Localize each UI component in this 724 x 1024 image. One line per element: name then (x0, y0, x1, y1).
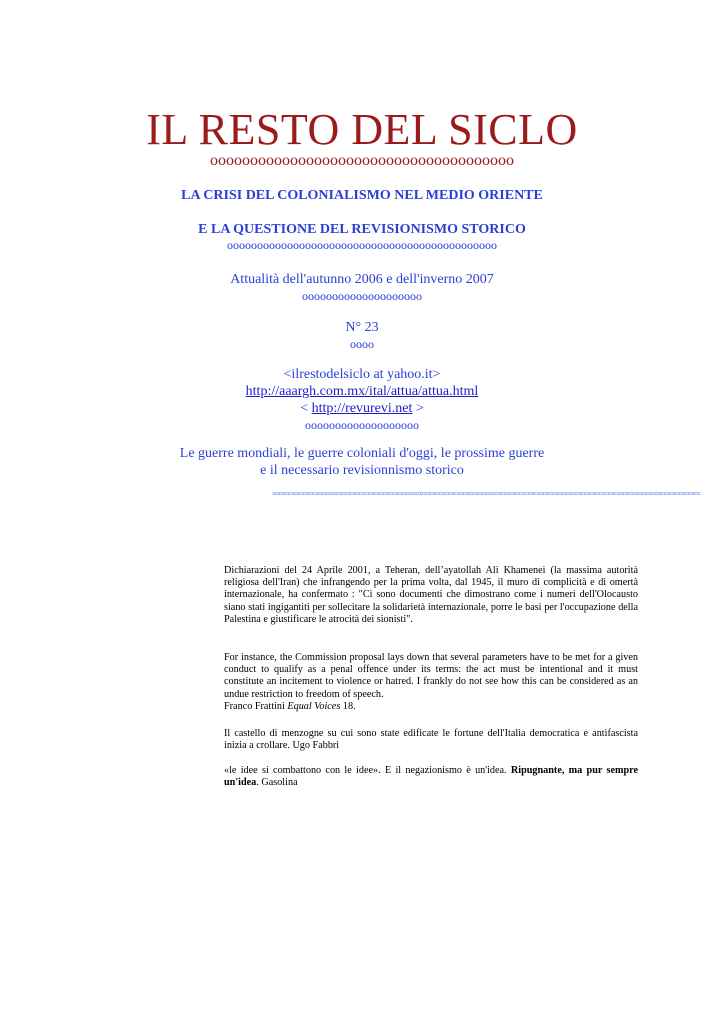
title-separator: oooooooooooooooooooooooooooooooooooooo (210, 152, 514, 169)
quote-khamenei: Dichiarazioni del 24 Aprile 2001, a Teheran, dell’ayatollah Ali Khamenei (la massima autorità religiosa dell'Iran) che infrangendo per la prima volta, dal 1945, il muro di complicità e di omertà internazionale, ha confermato : "Ci sono documenti che dimostrano come i numeri dell'Olocausto siano stati ingigantiti per sollecitare la solidarietà internazionale, porre le basi per l'occupazione della Palestina e giustificare le atrocità dei sionisti". (224, 565, 638, 625)
quote-gasolina-end: . Gasolina (256, 777, 298, 789)
separator-2: oooooooooooooooooooo (302, 289, 422, 303)
quote-gasolina (224, 765, 638, 789)
quote-frattini-source: Equal Voices (287, 700, 341, 712)
revurevi-link[interactable]: http://revurevi.net (311, 401, 413, 416)
subtitle-colonialism: LA CRISI DEL COLONIALISMO NEL MEDIO ORIENTE (181, 188, 543, 203)
quote-frattini (224, 652, 638, 713)
separator-1: ooooooooooooooooooooooooooooooooooooooooooooo (227, 238, 497, 252)
aaargh-link[interactable]: http://aaargh.com.mx/ital/attua/attua.html (245, 384, 479, 399)
tagline-line-2: e il necessario revisionnismo storico (260, 463, 464, 478)
quote-gasolina-bold: Ripugnante, ma pur sempre un'idea (224, 765, 638, 789)
date-line: Attualità dell'autunno 2006 e dell'inverno 2007 (230, 272, 494, 287)
separator-3: oooo (350, 337, 374, 351)
quote-frattini-text: For instance, the Commission proposal lays down that several parameters have to be met for a given conduct to qualify as a penal offence under its terms: the act must be intentional and it must constitute an incitement to violence or hatred. I frankly do not see how this can be considered as an undue restriction to freedom of speech. (224, 652, 638, 700)
newsletter-title: IL RESTO DEL SICLO (146, 105, 578, 154)
revurevi-link-line (0, 400, 724, 417)
issue-number: N° 23 (345, 320, 379, 335)
quote-fabbri: Il castello di menzogne su cui sono state edificate le fortune dell'Italia democratica e antifascista inizia a crollare. Ugo Fabbri (224, 728, 638, 752)
wave-separator: ∞∞∞∞∞∞∞∞∞∞∞∞∞∞∞∞∞∞∞∞∞∞∞∞∞∞∞∞∞∞∞∞∞∞∞∞∞∞∞∞∞∞∞∞∞∞∞∞∞∞∞∞∞∞∞∞∞∞∞∞∞∞∞∞∞∞∞∞∞∞∞∞∞∞∞∞∞∞∞∞∞∞∞∞∞∞∞∞∞∞∞ (272, 489, 700, 498)
aaargh-link-line (0, 383, 724, 400)
tagline-line-1: Le guerre mondiali, le guerre coloniali d'oggi, le prossime guerre (179, 446, 545, 461)
contact-email: <ilrestodelsiclo at yahoo.it> (283, 367, 441, 382)
link-bracket-close: > (412, 401, 424, 416)
quote-gasolina-text: «le idee si combattono con le idee». E il negazionismo è un'idea. (224, 765, 511, 776)
quote-frattini-source-num: 18. (340, 700, 356, 712)
link-bracket-open: < (300, 401, 312, 416)
quote-frattini-author: Franco Frattini (224, 700, 288, 712)
separator-4: ooooooooooooooooooo (305, 418, 419, 432)
subtitle-revisionism: E LA QUESTIONE DEL REVISIONISMO STORICO (198, 222, 526, 237)
